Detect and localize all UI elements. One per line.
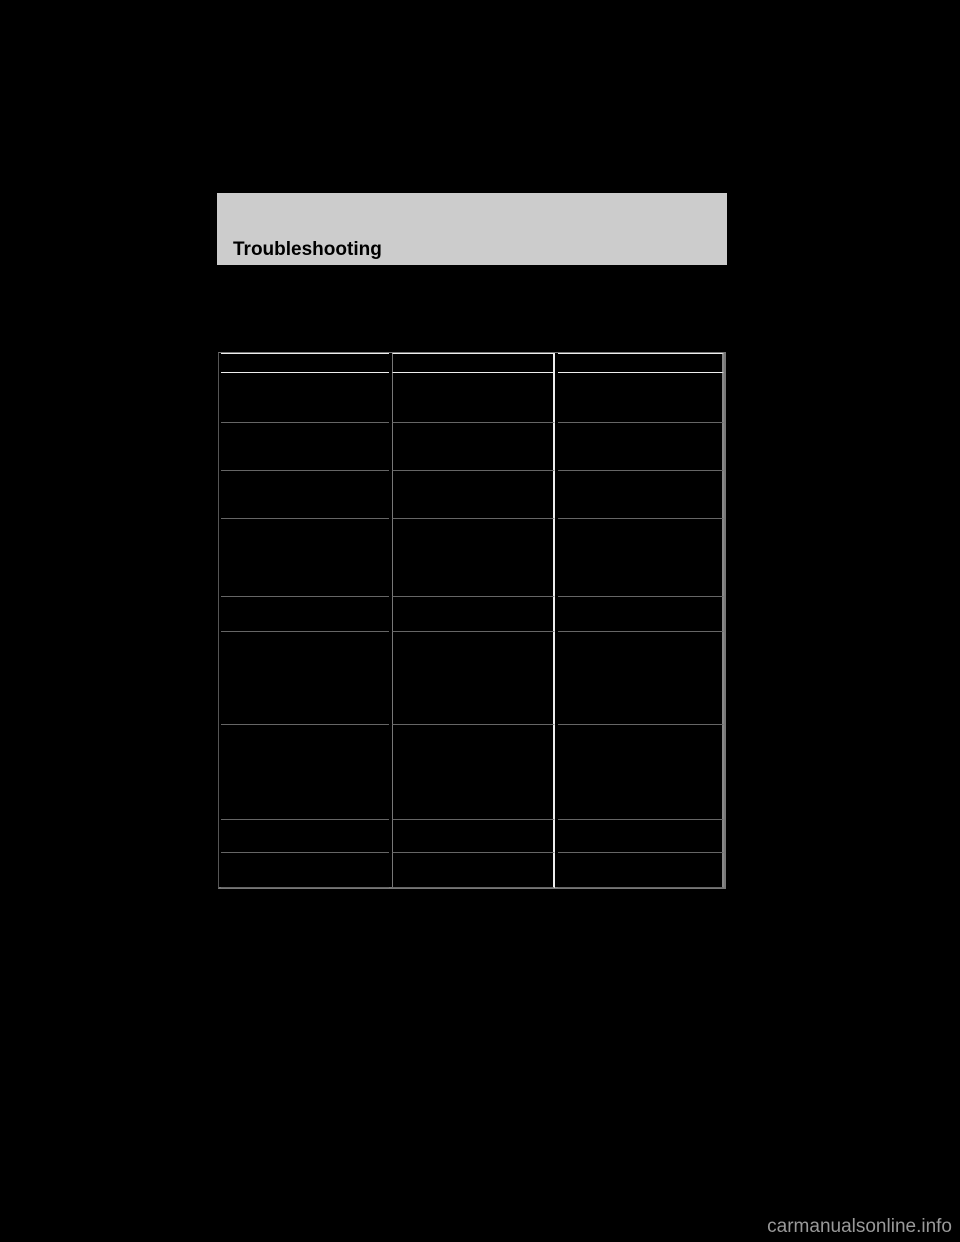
table-row xyxy=(219,373,723,423)
table-header-cell xyxy=(558,353,724,373)
table-row xyxy=(219,423,723,471)
table-cell xyxy=(392,471,555,519)
table-cell xyxy=(392,632,555,725)
table-cell xyxy=(558,373,724,423)
troubleshooting-table xyxy=(218,352,726,889)
table-row xyxy=(219,853,723,888)
table-cell xyxy=(392,725,555,820)
table-cell xyxy=(558,632,724,725)
table-header-cell xyxy=(392,353,555,373)
section-header-band xyxy=(217,193,727,265)
table-cell xyxy=(221,423,389,471)
table-row xyxy=(219,597,723,632)
table-cell xyxy=(392,373,555,423)
table-cell xyxy=(392,423,555,471)
table-cell xyxy=(392,853,555,888)
table-cell xyxy=(221,373,389,423)
table-cell xyxy=(558,471,724,519)
table-cell xyxy=(221,853,389,888)
table-cell xyxy=(558,597,724,632)
section-title: Troubleshooting xyxy=(233,239,382,260)
table-cell xyxy=(221,519,389,597)
table-cell xyxy=(221,820,389,853)
table-cell xyxy=(558,853,724,888)
table-cell xyxy=(558,820,724,853)
table-row xyxy=(219,519,723,597)
table-row xyxy=(219,725,723,820)
table-header-row xyxy=(219,353,723,373)
table-cell xyxy=(221,632,389,725)
table-cell xyxy=(221,597,389,632)
table-cell xyxy=(392,519,555,597)
table-cell xyxy=(558,519,724,597)
table-cell xyxy=(221,725,389,820)
table-cell xyxy=(558,725,724,820)
table-header-cell xyxy=(221,353,389,373)
table-cell xyxy=(558,423,724,471)
table-row xyxy=(219,632,723,725)
table-row xyxy=(219,820,723,853)
table-row xyxy=(219,471,723,519)
table-cell xyxy=(221,471,389,519)
watermark: carmanualsonline.info xyxy=(767,1216,952,1237)
table-cell xyxy=(392,597,555,632)
table-cell xyxy=(392,820,555,853)
